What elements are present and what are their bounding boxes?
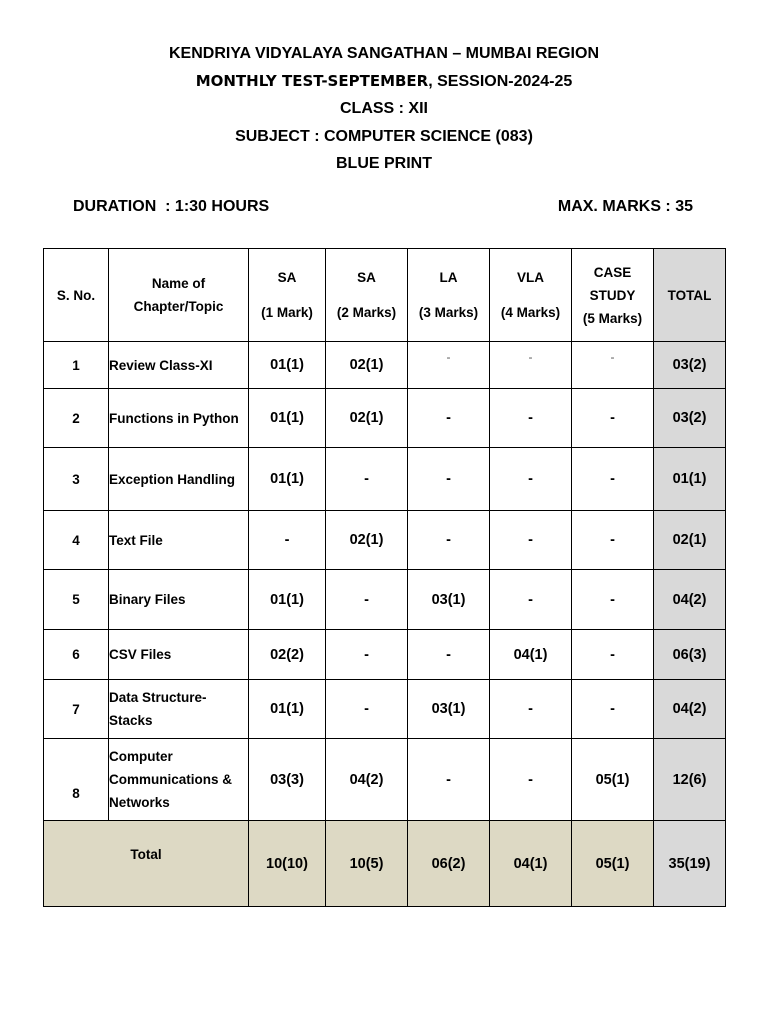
class-line: CLASS : XII: [339, 100, 428, 117]
row-sno: 8: [44, 739, 109, 821]
row-sa1: 03(3): [249, 739, 326, 821]
table-row: [44, 511, 726, 570]
row-la: -: [408, 739, 490, 821]
table-row: [44, 739, 726, 821]
col-la-label: LA: [439, 270, 458, 285]
row-sa1: 01(1): [249, 389, 326, 448]
row-la: 03(1): [408, 570, 490, 630]
row-total: 12(6): [654, 739, 726, 821]
table-row: [44, 570, 726, 630]
table-row: [44, 448, 726, 511]
row-sno: 3: [44, 448, 109, 511]
blueprint-table: [43, 248, 726, 907]
col-sa2-label: SA: [357, 270, 376, 285]
row-topic: CSV Files: [109, 630, 249, 680]
col-la-marks: (3 Marks): [418, 305, 479, 320]
row-sno: 2: [44, 389, 109, 448]
col-topic: [109, 249, 249, 342]
row-total: 03(2): [654, 342, 726, 389]
table-row: [44, 342, 726, 389]
row-sno: 7: [44, 680, 109, 739]
test-session: , SESSION-2024-25: [428, 72, 573, 90]
row-total: 04(2): [654, 570, 726, 630]
col-la: [408, 249, 490, 342]
col-sa1-label: SA: [277, 270, 297, 285]
row-sa2: -: [326, 570, 408, 630]
col-sno: S. No.: [44, 249, 109, 342]
row-case: -: [572, 342, 654, 389]
col-topic-label: Name of Chapter/Topic: [133, 276, 224, 314]
col-vla: [490, 249, 572, 342]
row-sa1: -: [249, 511, 326, 570]
col-sa1-marks: (1 Mark): [261, 305, 313, 320]
totals-sa1: 10(10): [249, 821, 326, 907]
col-vla-label: VLA: [517, 270, 544, 285]
totals-label: Total: [44, 821, 249, 907]
document-header: [0, 40, 768, 178]
row-total: 06(3): [654, 630, 726, 680]
row-sa1: 01(1): [249, 342, 326, 389]
row-vla: -: [490, 511, 572, 570]
organization-title: KENDRIYA VIDYALAYA SANGATHAN – MUMBAI REGION: [169, 45, 599, 62]
row-sno: 6: [44, 630, 109, 680]
col-sa1: [249, 249, 326, 342]
row-sa1: 02(2): [249, 630, 326, 680]
row-vla: -: [490, 342, 572, 389]
table-row: [44, 680, 726, 739]
table-row: [44, 630, 726, 680]
row-vla: 04(1): [490, 630, 572, 680]
max-marks-text: MAX. MARKS : 35: [557, 198, 693, 215]
row-la: -: [408, 342, 490, 389]
totals-la: 06(2): [408, 821, 490, 907]
row-case: -: [572, 630, 654, 680]
row-total: 03(2): [654, 389, 726, 448]
row-sa2: -: [326, 448, 408, 511]
row-sa1: 01(1): [249, 570, 326, 630]
col-vla-marks: (4 Marks): [500, 305, 561, 320]
subject-line: SUBJECT : COMPUTER SCIENCE (083): [235, 127, 533, 145]
row-sa1: 01(1): [249, 448, 326, 511]
row-topic: Text File: [109, 511, 249, 570]
row-sno: 1: [44, 342, 109, 389]
row-sno: 4: [44, 511, 109, 570]
row-case: -: [572, 680, 654, 739]
row-topic: Functions in Python: [109, 389, 249, 448]
row-sa1: 01(1): [249, 680, 326, 739]
row-sa2: 02(1): [326, 511, 408, 570]
row-topic: Review Class-XI: [109, 342, 249, 389]
col-case-label: CASE STUDY: [589, 264, 636, 303]
row-vla: -: [490, 448, 572, 511]
row-sa2: 02(1): [326, 342, 408, 389]
row-case: -: [572, 448, 654, 511]
row-vla: -: [490, 739, 572, 821]
row-total: 04(2): [654, 680, 726, 739]
row-sa2: -: [326, 680, 408, 739]
row-sno: 5: [44, 570, 109, 630]
row-case: -: [572, 511, 654, 570]
row-sa2: -: [326, 630, 408, 680]
row-total: 02(1): [654, 511, 726, 570]
row-vla: -: [490, 570, 572, 630]
totals-sa2: 10(5): [326, 821, 408, 907]
row-case: -: [572, 570, 654, 630]
col-case: [572, 249, 654, 342]
row-sa2: 04(2): [326, 739, 408, 821]
col-total: TOTAL: [654, 249, 726, 342]
row-vla: -: [490, 389, 572, 448]
test-name: MONTHLY TEST-SEPTEMBER: [195, 71, 429, 90]
row-la: -: [408, 630, 490, 680]
test-title: [0, 68, 768, 96]
totals-case: 05(1): [572, 821, 654, 907]
row-total: 01(1): [654, 448, 726, 511]
header-row: [44, 249, 726, 342]
row-la: -: [408, 511, 490, 570]
grand-total: 35(19): [654, 821, 726, 907]
col-case-marks: (5 Marks): [582, 310, 643, 326]
col-sa2-marks: (2 Marks): [336, 305, 397, 320]
document-type: BLUE PRINT: [336, 155, 432, 172]
row-topic: Data Structure-Stacks: [109, 680, 249, 739]
row-case: 05(1): [572, 739, 654, 821]
row-la: 03(1): [408, 680, 490, 739]
row-la: -: [408, 389, 490, 448]
row-topic: Binary Files: [109, 570, 249, 630]
row-topic: Computer Communications & Networks: [109, 739, 249, 821]
table-row: [44, 389, 726, 448]
row-case: -: [572, 389, 654, 448]
row-vla: -: [490, 680, 572, 739]
row-la: -: [408, 448, 490, 511]
col-sa2: [326, 249, 408, 342]
row-topic: Exception Handling: [109, 448, 249, 511]
row-sa2: 02(1): [326, 389, 408, 448]
totals-row: [44, 821, 726, 907]
totals-vla: 04(1): [490, 821, 572, 907]
duration-text: DURATION : 1:30 HOURS: [73, 198, 270, 215]
